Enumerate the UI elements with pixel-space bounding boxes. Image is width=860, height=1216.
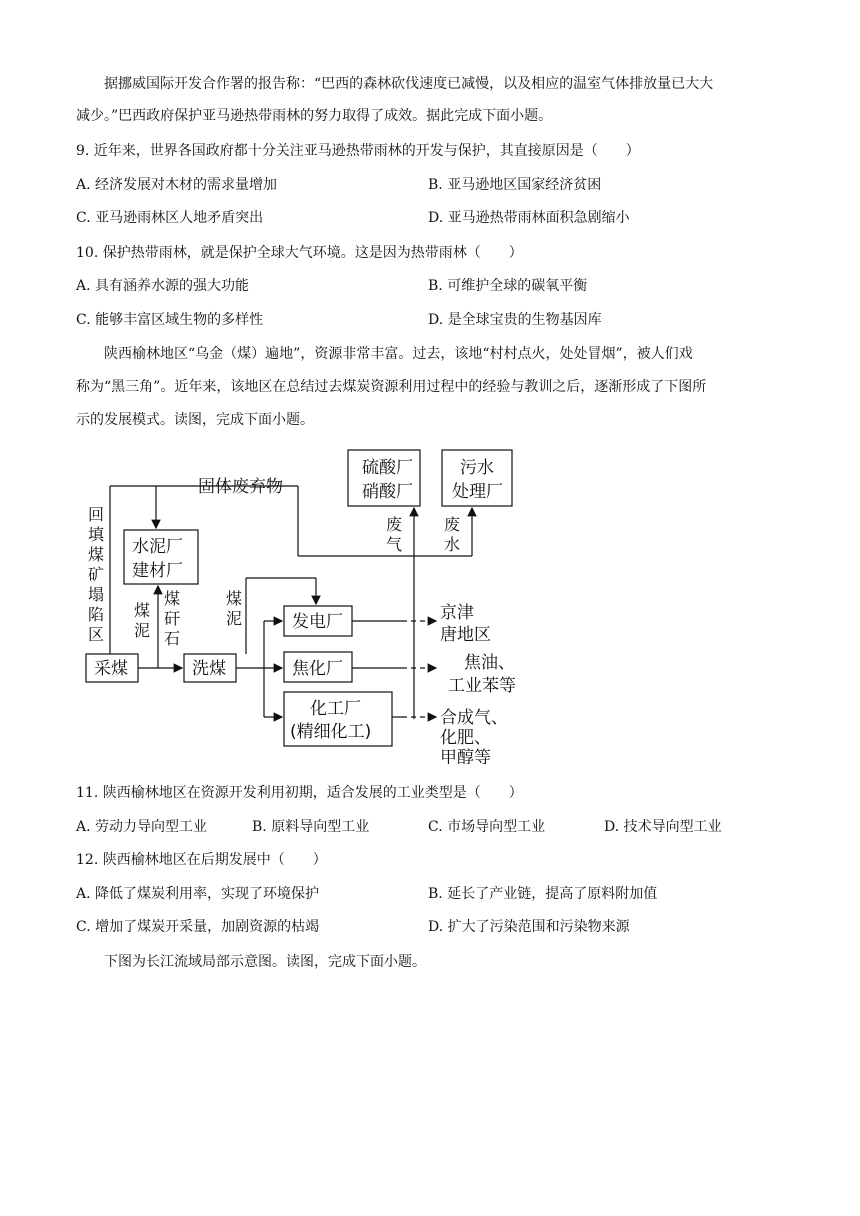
gangue-char: 矸 (164, 609, 181, 628)
q10-option-d[interactable]: D. 是全球宝贵的生物基因库 (428, 312, 602, 328)
q9-option-b[interactable]: B. 亚马逊地区国家经济贫困 (428, 177, 602, 193)
sulfuric-label: 硫酸厂 (362, 458, 413, 478)
chemical-label-1: 化工厂 (310, 699, 361, 719)
q11-option-d[interactable]: D. 技术导向型工业 (604, 819, 722, 835)
passage2-line3: 示的发展模式。读图，完成下面小题。 (76, 412, 314, 428)
coal-slime-left-char: 煤 (134, 601, 151, 620)
q11-option-b[interactable]: B. 原料导向型工业 (252, 819, 370, 835)
chemical-label-2: (精细化工) (290, 722, 372, 742)
passage3-line1: 下图为长江流域局部示意图。读图，完成下面小题。 (104, 954, 426, 970)
q12-option-d[interactable]: D. 扩大了污染范围和污染物来源 (428, 919, 630, 935)
output-chemical-1: 合成气、 (440, 708, 508, 728)
output-coking-2: 工业苯等 (448, 676, 516, 696)
passage2-line2: 称为“黑三角”。近年来，该地区在总结过去煤炭资源利用过程中的经验与教训之后，逐渐形成了下图所 (76, 379, 707, 395)
output-power-2: 唐地区 (440, 625, 491, 645)
mining-label: 采煤 (94, 659, 128, 679)
output-coking-1: 焦油、 (464, 653, 515, 673)
q12-option-b[interactable]: B. 延长了产业链，提高了原料附加值 (428, 886, 658, 902)
gangue-char: 石 (164, 629, 181, 648)
sewage-label-1: 污水 (460, 458, 494, 478)
q12-option-c[interactable]: C. 增加了煤炭开采量，加剧资源的枯竭 (76, 919, 320, 935)
q10-option-a[interactable]: A. 具有涵养水源的强大功能 (76, 278, 250, 294)
nitric-label: 硝酸厂 (362, 482, 413, 502)
passage1-line2: 减少。”巴西政府保护亚马逊热带雨林的努力取得了成效。据此完成下面小题。 (76, 108, 553, 124)
output-power-1: 京津 (440, 603, 474, 623)
waste-water-char: 废 (444, 515, 461, 534)
q9-stem: 9. 近年来，世界各国政府都十分关注亚马逊热带雨林的开发与保护，其直接原因是（ ） (76, 143, 640, 159)
coal-slime-left-char: 泥 (134, 621, 151, 640)
q12-option-a[interactable]: A. 降低了煤炭利用率，实现了环境保护 (76, 886, 320, 902)
q9-option-a[interactable]: A. 经济发展对木材的需求量增加 (76, 177, 278, 193)
q11-option-c[interactable]: C. 市场导向型工业 (428, 819, 546, 835)
waste-gas-char: 气 (386, 535, 403, 554)
coal-slime-right-char: 泥 (226, 609, 243, 628)
solid-waste-label: 固体废弃物 (198, 477, 283, 497)
backfill-char: 填 (88, 525, 105, 544)
cement-label: 水泥厂 (132, 537, 183, 557)
passage2-line1: 陕西榆林地区“乌金（煤）遍地”，资源非常丰富。过去，该地“村村点火，处处冒烟”，被人们戏 (104, 346, 693, 362)
q10-stem: 10. 保护热带雨林，就是保护全球大气环境。这是因为热带雨林（ ） (76, 245, 523, 261)
gangue-char: 煤 (164, 589, 181, 608)
waste-gas-char: 废 (386, 515, 403, 534)
waste-water-char: 水 (444, 535, 461, 554)
backfill-char: 陷 (88, 605, 105, 624)
q10-option-c[interactable]: C. 能够丰富区域生物的多样性 (76, 312, 264, 328)
coking-label: 焦化厂 (292, 659, 343, 679)
coal-industry-flow-diagram (80, 444, 540, 764)
q11-option-a[interactable]: A. 劳动力导向型工业 (76, 819, 208, 835)
coal-slime-right-char: 煤 (226, 589, 243, 608)
q11-stem: 11. 陕西榆林地区在资源开发利用初期，适合发展的工业类型是（ ） (76, 785, 523, 801)
washing-label: 洗煤 (192, 659, 226, 679)
building-label: 建材厂 (132, 561, 183, 581)
sewage-label-2: 处理厂 (452, 482, 503, 502)
backfill-char: 塌 (88, 585, 105, 604)
output-chemical-3: 甲醇等 (440, 748, 491, 764)
backfill-char: 回 (88, 505, 105, 524)
q9-option-c[interactable]: C. 亚马逊雨林区人地矛盾突出 (76, 210, 264, 226)
backfill-char: 矿 (88, 565, 105, 584)
backfill-char: 区 (88, 625, 105, 644)
output-chemical-2: 化肥、 (440, 728, 491, 748)
power-label: 发电厂 (292, 612, 343, 632)
passage1-line1: 据挪威国际开发合作署的报告称：“巴西的森林砍伐速度已减慢，以及相应的温室气体排放量已大大 (104, 76, 714, 92)
backfill-char: 煤 (88, 545, 105, 564)
q10-option-b[interactable]: B. 可维护全球的碳氧平衡 (428, 278, 588, 294)
q12-stem: 12. 陕西榆林地区在后期发展中（ ） (76, 852, 327, 868)
q9-option-d[interactable]: D. 亚马逊热带雨林面积急剧缩小 (428, 210, 630, 226)
